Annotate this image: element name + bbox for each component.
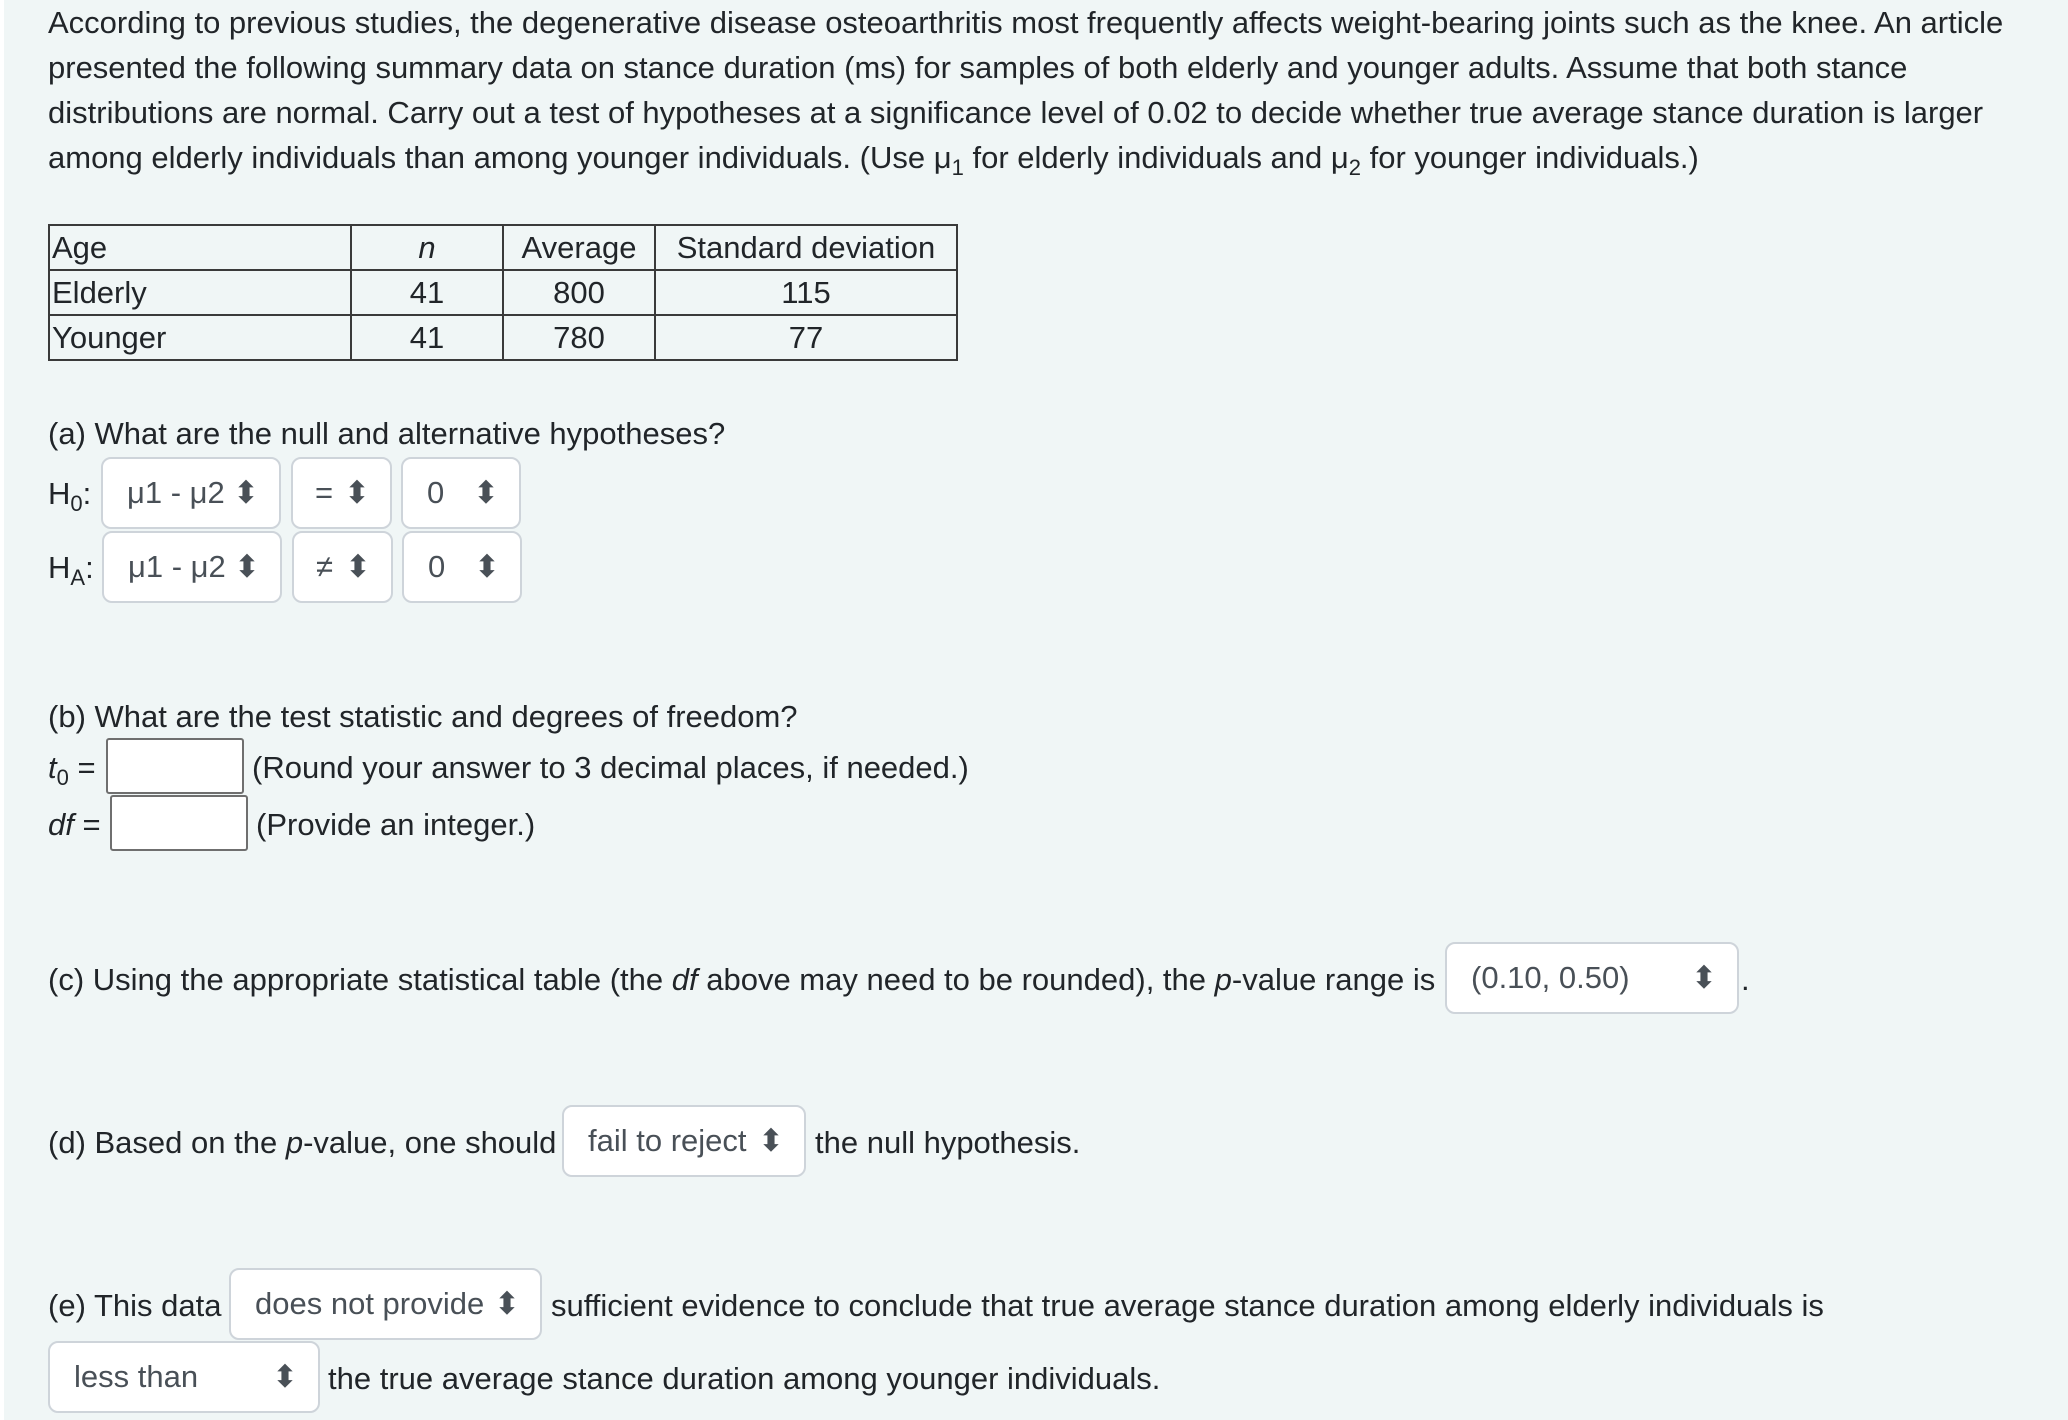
part-c-question: (c) Using the appropriate statistical table (the df above may need to be rounded), the p-value range is <box>48 962 1436 997</box>
table-header: n <box>351 225 503 270</box>
part-d-suffix: the null hypothesis. <box>815 1125 1081 1160</box>
h0-parameter-select[interactable]: μ1 - μ2 ⬍ <box>101 457 281 529</box>
table-cell: 41 <box>351 270 503 315</box>
table-cell: 77 <box>655 315 957 360</box>
table-row <box>49 270 957 315</box>
part-b-question: (b) What are the test statistic and degrees of freedom? <box>48 699 798 734</box>
t0-input[interactable] <box>106 738 244 794</box>
df-hint: (Provide an integer.) <box>256 807 536 842</box>
ha-value-select[interactable]: 0 ⬍ <box>402 531 522 603</box>
part-a-question: (a) What are the null and alternative hypotheses? <box>48 416 726 451</box>
summary-table <box>48 224 958 361</box>
part-e-prefix: (e) This data <box>48 1288 222 1323</box>
table-header: Average <box>503 225 655 270</box>
part-e-middle: sufficient evidence to conclude that true average stance duration among elderly individuals is <box>551 1288 1824 1323</box>
updown-caret-icon: ⬍ <box>473 475 499 510</box>
part-c-period: . <box>1741 962 1750 997</box>
updown-caret-icon: ⬍ <box>344 475 370 510</box>
h0-relation-select[interactable]: = ⬍ <box>291 457 392 529</box>
updown-caret-icon: ⬍ <box>233 475 259 510</box>
updown-caret-icon: ⬍ <box>758 1123 784 1158</box>
df-input[interactable] <box>110 795 248 851</box>
ha-relation-select[interactable]: ≠ ⬍ <box>292 531 393 603</box>
p-value-range-select[interactable]: (0.10, 0.50) ⬍ <box>1445 942 1739 1014</box>
question-panel <box>4 0 2068 1420</box>
table-header: Age <box>49 225 351 270</box>
table-header-row <box>49 225 957 270</box>
df-label: df = <box>48 807 101 842</box>
h0-label: $H_0$: <box>48 476 92 516</box>
t0-hint: (Round your answer to 3 decimal places, if needed.) <box>252 750 969 785</box>
table-cell: Elderly <box>49 270 351 315</box>
table-cell: 800 <box>503 270 655 315</box>
ha-label: $H_A$: <box>48 550 94 590</box>
part-e-suffix: the true average stance duration among younger individuals. <box>328 1361 1161 1396</box>
updown-caret-icon: ⬍ <box>272 1359 298 1394</box>
updown-caret-icon: ⬍ <box>234 549 260 584</box>
table-header: Standard deviation <box>655 225 957 270</box>
problem-statement: According to previous studies, the degenerative disease osteoarthritis most frequently affects weight-bearing joints such as the knee. An article presented the following summary data on stance duration (ms) for samples of both elderly and younger adults. Assume that both stance distributions are normal. Carry out a test of hypotheses at a significance level of 0.02 to decide whether true average stance duration is larger among elderly individuals than among younger individuals. (Use $\mu_1$ for elderly individuals and $\mu_2$ for younger individuals.) <box>48 5 2004 180</box>
table-cell: 41 <box>351 315 503 360</box>
updown-caret-icon: ⬍ <box>474 549 500 584</box>
updown-caret-icon: ⬍ <box>345 549 371 584</box>
updown-caret-icon: ⬍ <box>494 1286 520 1321</box>
table-cell: 115 <box>655 270 957 315</box>
updown-caret-icon: ⬍ <box>1691 960 1717 995</box>
t0-label: $t_0$ = <box>48 750 96 790</box>
part-d-question: (d) Based on the p-value, one should <box>48 1125 557 1160</box>
table-row <box>49 315 957 360</box>
table-cell: Younger <box>49 315 351 360</box>
evidence-select[interactable]: does not provide ⬍ <box>229 1268 542 1340</box>
decision-select[interactable]: fail to reject ⬍ <box>562 1105 806 1177</box>
ha-parameter-select[interactable]: μ1 - μ2 ⬍ <box>102 531 282 603</box>
table-cell: 780 <box>503 315 655 360</box>
comparison-select[interactable]: less than ⬍ <box>48 1341 320 1413</box>
h0-value-select[interactable]: 0 ⬍ <box>401 457 521 529</box>
